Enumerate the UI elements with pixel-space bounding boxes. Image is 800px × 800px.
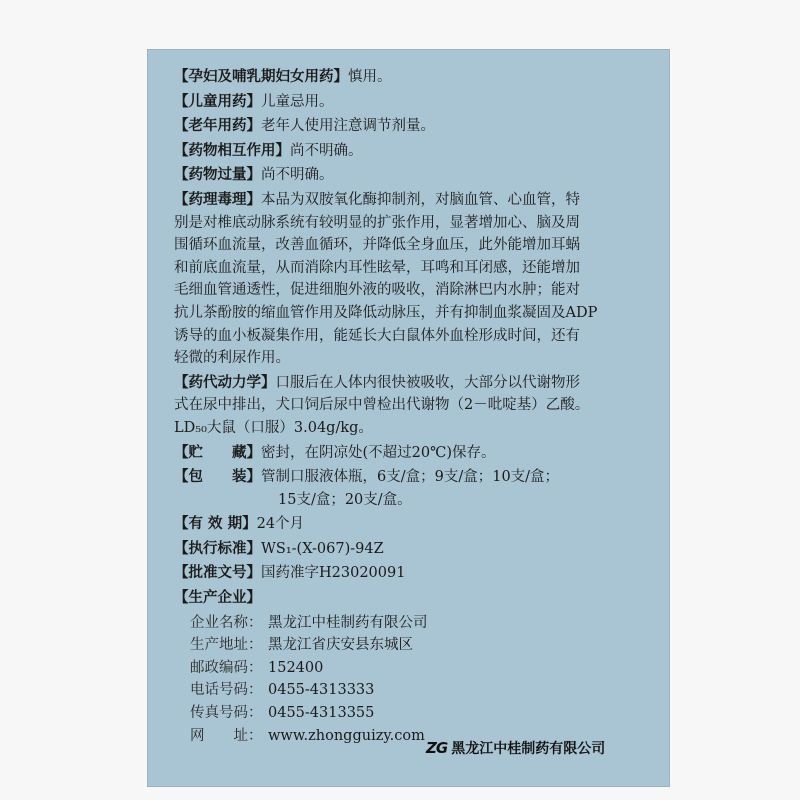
section-label: 【药物相互作用】 — [174, 141, 290, 159]
field-key: 生产地址： — [190, 637, 263, 654]
field-key: 企业名称： — [190, 614, 263, 631]
leaflet-content — [174, 66, 644, 747]
section-label: 【儿童用药】 — [174, 92, 261, 110]
section-text: 儿童忌用。 — [261, 93, 334, 110]
text-line: 轻微的利尿作用。 — [174, 350, 290, 367]
section-children — [174, 91, 644, 114]
section-text: 本品为双胺氧化酶抑制剂，对脑血管、心血管，特 — [261, 191, 580, 208]
section-package — [174, 466, 644, 511]
footer-brand — [426, 737, 605, 759]
text-line: 毛细血管通透性，促进细胞外液的吸收，消除淋巴内水肿；能对 — [174, 282, 580, 299]
field-value: 黑龙江中桂制药有限公司 — [268, 614, 428, 631]
section-label: 【药代动力学】 — [174, 373, 276, 391]
section-text: 尚不明确。 — [290, 142, 363, 159]
company-zip-row — [190, 657, 644, 680]
section-label: 【贮 藏】 — [174, 443, 261, 461]
company-logo-icon: ZG — [426, 739, 448, 757]
field-value: www.zhongguizy.com — [268, 727, 425, 744]
field-key: 网 址： — [190, 727, 263, 744]
section-validity — [174, 513, 644, 536]
section-label: 【孕妇及哺乳期妇女用药】 — [174, 68, 348, 85]
field-key: 电话号码： — [190, 682, 263, 699]
text-line: 诱导的血小板凝集作用，能延长大白鼠体外血栓形成时间，还有 — [174, 327, 580, 344]
section-text: 管制口服液体瓶，6支/盒；9支/盒；10支/盒； — [261, 469, 560, 486]
section-pharmacokinetics — [174, 372, 644, 440]
section-pregnancy — [174, 66, 644, 89]
company-address-row — [190, 634, 644, 657]
section-label: 【包 装】 — [174, 468, 261, 486]
section-text: 慎用。 — [348, 69, 392, 85]
field-value: 黑龙江省庆安县东城区 — [268, 637, 413, 654]
section-text: 口服后在人体内很快被吸收，大部分以代谢物形 — [275, 374, 580, 391]
field-key: 传真号码： — [190, 705, 263, 722]
section-text: 老年人使用注意调节剂量。 — [261, 118, 435, 135]
section-text: 24个月 — [256, 516, 305, 533]
text-line: 15支/盒；20支/盒。 — [278, 491, 412, 508]
section-standard — [174, 538, 644, 561]
company-info — [174, 612, 644, 748]
section-text: 尚不明确。 — [261, 167, 334, 184]
section-label: 【生产企业】 — [174, 589, 261, 607]
section-elderly — [174, 115, 644, 138]
text-line: 和前底血流量，从而消除内耳性眩晕，耳鸣和耳闭感，还能增加 — [174, 259, 580, 276]
section-label: 【执行标准】 — [174, 539, 261, 557]
text-line: 抗儿茶酚胺的缩血管作用及降低动脉压，并有抑制血浆凝固及ADP — [174, 304, 598, 321]
section-manufacturer — [174, 587, 644, 610]
company-fax-row — [190, 702, 644, 725]
footer-company-name: 黑龙江中桂制药有限公司 — [451, 741, 606, 757]
section-label: 【批准文号】 — [174, 564, 261, 582]
section-text: 密封，在阴凉处(不超过20℃)保存。 — [261, 444, 496, 461]
section-interaction — [174, 140, 644, 163]
section-label: 【有 效 期】 — [174, 515, 257, 533]
text-line: 别是对椎底动脉系统有较明显的扩张作用，显著增加心、脑及周 — [174, 214, 580, 231]
text-line: 式在尿中排出，犬口饲后尿中曾检出代谢物（2－吡啶基）乙酸。 — [174, 397, 590, 414]
section-text: WS₁-(X-067)-94Z — [261, 540, 384, 557]
company-phone-row — [190, 679, 644, 702]
company-name-row — [190, 612, 644, 635]
section-label: 【药物过量】 — [174, 166, 261, 184]
field-key: 邮政编码： — [190, 659, 263, 676]
section-label: 【药理毒理】 — [174, 190, 261, 208]
section-storage — [174, 442, 644, 465]
section-label: 【老年用药】 — [174, 117, 261, 135]
section-overdose — [174, 164, 644, 187]
field-value: 0455-4313333 — [268, 682, 375, 699]
text-line: 围循环血流量，改善血循环，并降低全身血压，此外能增加耳蜗 — [174, 237, 580, 254]
section-text: 国药准字H23020091 — [261, 565, 406, 582]
section-approval — [174, 562, 644, 585]
field-value: 152400 — [268, 659, 324, 676]
text-line: LD₅₀大鼠（口服）3.04g/kg。 — [174, 419, 373, 436]
field-value: 0455-4313355 — [268, 705, 375, 722]
section-pharmacology — [174, 189, 644, 370]
